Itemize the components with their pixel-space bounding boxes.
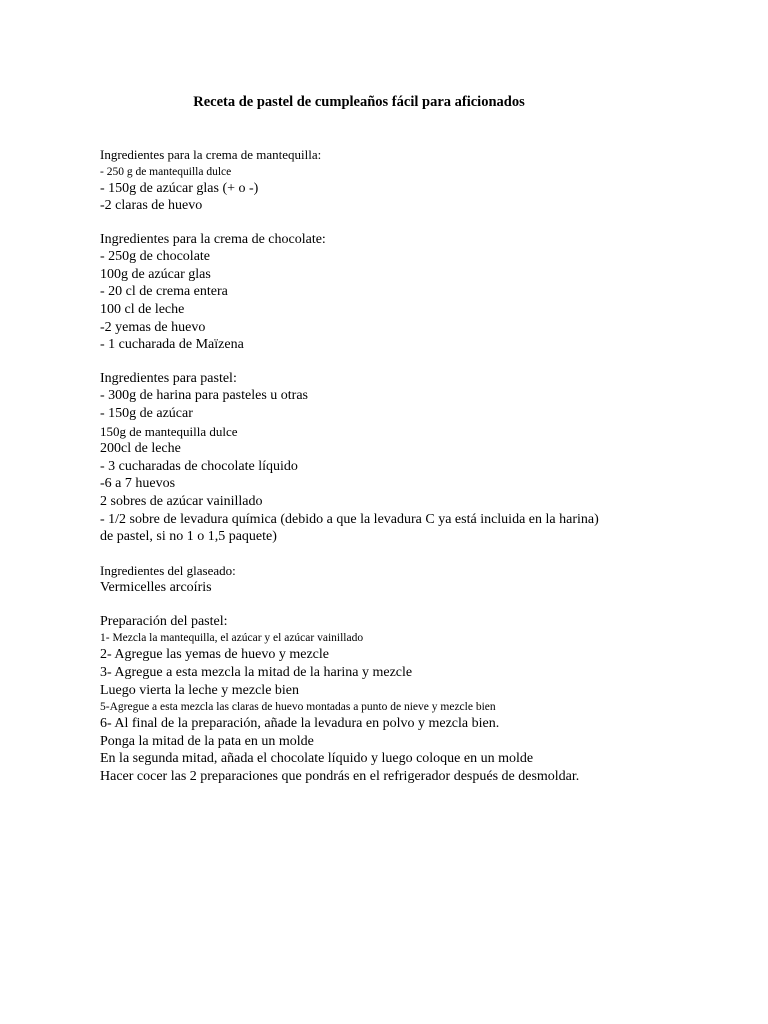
ingredient-line: - 250g de chocolate: [100, 249, 211, 265]
section-heading: Ingredientes del glaseado:: [100, 562, 236, 578]
ingredient-line: Vermicelles arcoíris: [100, 580, 212, 596]
ingredient-line: 150g de mantequilla dulce: [100, 423, 238, 439]
ingredient-line: - 20 cl de crema entera: [100, 284, 228, 300]
section-butter-cream: [100, 146, 740, 215]
ingredient-line: - 1/2 sobre de levadura química (debido a que la levadura C ya está incluida en la harina): [100, 511, 599, 527]
ingredient-line: -2 claras de huevo: [100, 198, 203, 214]
section-heading: Ingredientes para la crema de mantequilla:: [100, 147, 322, 162]
section-glaze: [100, 562, 740, 597]
ingredient-line: - 300g de harina para pasteles u otras: [100, 388, 308, 404]
section-spacer: [100, 215, 740, 231]
ingredient-line: 200cl de leche: [100, 441, 181, 457]
step-line: 3- Agregue a esta mezcla la mitad de la harina y mezcle: [100, 664, 413, 680]
ingredient-line: -6 a 7 huevos: [100, 476, 176, 492]
step-line: En la segunda mitad, añada el chocolate líquido y luego coloque en un molde: [100, 751, 534, 767]
ingredient-line: - 250 g de mantequilla dulce: [100, 165, 232, 178]
ingredient-line: 2 sobres de azúcar vainillado: [100, 493, 263, 509]
step-line: 5-Agregue a esta mezcla las claras de huevo montadas a punto de nieve y mezcle bien: [100, 701, 496, 714]
step-line: Hacer cocer las 2 preparaciones que pondrás en el refrigerador después de desmoldar.: [100, 768, 580, 784]
step-line: Luego vierta la leche y mezcle bien: [100, 682, 300, 698]
ingredient-line: - 1 cucharada de Maïzena: [100, 337, 244, 353]
section-heading: Ingredientes para la crema de chocolate:: [100, 231, 326, 247]
section-heading: Ingredientes para pastel:: [100, 370, 237, 386]
ingredient-line: de pastel, si no 1 o 1,5 paquete): [100, 529, 277, 545]
section-spacer: [100, 546, 740, 562]
step-line: 2- Agregue las yemas de huevo y mezcle: [100, 647, 329, 663]
ingredient-line: 100g de azúcar glas: [100, 266, 211, 282]
ingredient-line: - 150g de azúcar glas (+ o -): [100, 180, 259, 196]
section-spacer: [100, 354, 740, 370]
document-body: [100, 146, 740, 786]
ingredient-line: -2 yemas de huevo: [100, 319, 206, 335]
step-line: Ponga la mitad de la pata en un molde: [100, 733, 314, 749]
section-chocolate-cream: [100, 231, 740, 354]
section-spacer: [100, 597, 740, 613]
step-line: 1- Mezcla la mantequilla, el azúcar y el azúcar vainillado: [100, 632, 364, 645]
section-heading: Preparación del pastel:: [100, 613, 228, 629]
ingredient-line: - 3 cucharadas de chocolate líquido: [100, 458, 298, 474]
page-title: Receta de pastel de cumpleaños fácil para aficionados: [193, 94, 525, 110]
ingredient-line: 100 cl de leche: [100, 302, 185, 318]
section-preparation: [100, 613, 740, 786]
section-cake: [100, 370, 740, 546]
step-line: 6- Al final de la preparación, añade la levadura en polvo y mezcla bien.: [100, 716, 500, 732]
ingredient-line: - 150g de azúcar: [100, 406, 193, 422]
